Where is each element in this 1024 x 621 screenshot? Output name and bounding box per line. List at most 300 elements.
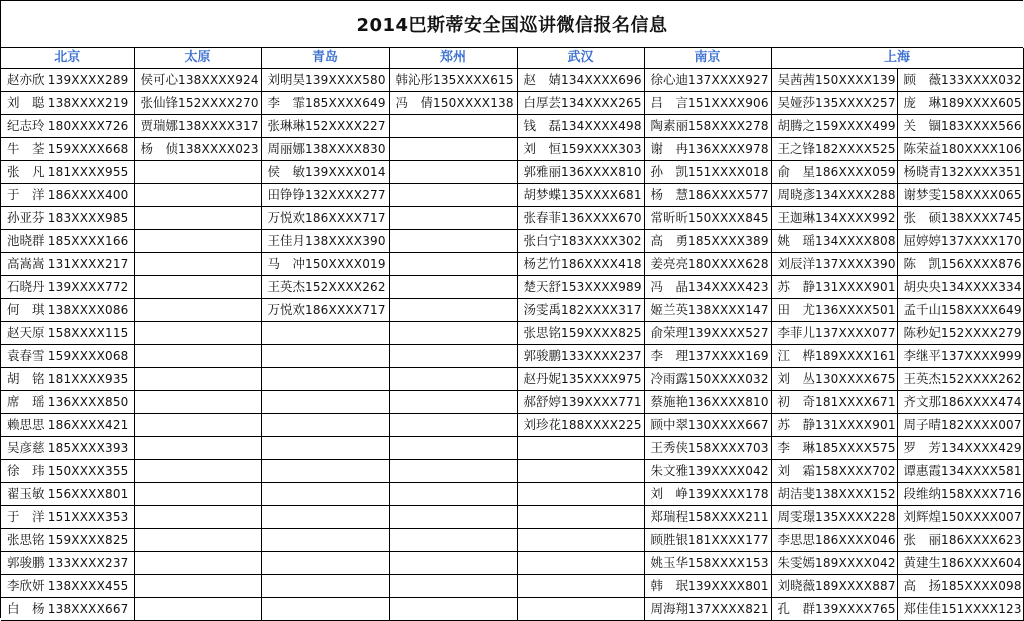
registrant-phone: 183XXXX302 (561, 234, 642, 248)
registrant-name: 张思铭 (523, 325, 562, 340)
registrant-entry (772, 115, 897, 137)
table-cell (389, 414, 517, 437)
registrant-phone: 185XXXX098 (941, 579, 1022, 593)
registrant-phone: 189XXXX605 (941, 96, 1022, 110)
registrant-phone: 135XXXX257 (815, 96, 896, 110)
table-cell (134, 161, 261, 184)
registrant-name: 齐文那 (903, 394, 942, 409)
table-row (1, 598, 1023, 621)
city-header-wuhan: 武汉 (517, 48, 644, 69)
registrant-entry (772, 437, 897, 459)
registrant-phone: 137XXXX927 (688, 73, 769, 87)
registrant-phone: 185XXXX649 (305, 96, 386, 110)
table-cell (897, 115, 1023, 138)
table-cell (771, 506, 897, 529)
registrant-name: 胡央央 (903, 279, 942, 294)
registrant-phone: 134XXXX498 (561, 119, 642, 133)
table-cell (1, 460, 134, 483)
table-cell (389, 92, 517, 115)
registrant-entry (1, 483, 134, 505)
registrant-name: 纪志玲 (7, 118, 45, 133)
table-row (1, 437, 1023, 460)
registrant-phone: 139XXXX580 (305, 73, 386, 87)
registrant-name: 孟千山 (903, 302, 942, 317)
registrant-name: 谢梦雯 (903, 187, 942, 202)
registrant-entry (518, 161, 644, 183)
registrant-entry (1, 253, 134, 275)
table-cell (389, 391, 517, 414)
registrant-entry (645, 69, 771, 91)
table-cell (644, 368, 771, 391)
registrant-phone: 134XXXX696 (561, 73, 642, 87)
registrant-phone: 151XXXX123 (941, 602, 1022, 616)
registrant-entry (1, 414, 134, 436)
registrant-entry (1, 437, 134, 459)
registrant-entry (898, 345, 1023, 367)
table-cell (261, 506, 389, 529)
registrant-entry (135, 115, 261, 137)
registrant-name: 刘 恒 (523, 141, 562, 156)
registrant-name: 郝舒婷 (523, 394, 562, 409)
registrant-name: 俞荣理 (650, 325, 689, 340)
registrant-phone: 132XXXX277 (305, 188, 386, 202)
registrant-name: 冷雨露 (650, 371, 689, 386)
registrant-name: 韩 珉 (650, 578, 689, 593)
registrant-name: 李 霏 (267, 95, 306, 110)
registrant-entry (518, 184, 644, 206)
registrant-entry (1, 276, 134, 298)
registrant-phone: 180XXXX106 (941, 142, 1022, 156)
table-row (1, 529, 1023, 552)
registrant-name: 庞 琳 (903, 95, 942, 110)
table-cell (517, 368, 644, 391)
table-cell (134, 391, 261, 414)
registrant-entry (898, 161, 1023, 183)
table-cell (517, 299, 644, 322)
registrant-name: 杨晓青 (903, 164, 942, 179)
registrant-entry (645, 184, 771, 206)
registrant-phone: 135XXXX228 (815, 510, 896, 524)
registrant-phone: 136XXXX810 (688, 395, 769, 409)
registrant-name: 刘晓薇 (777, 578, 816, 593)
registrant-entry (262, 115, 389, 137)
table-cell (389, 69, 517, 92)
registrant-entry (1, 575, 134, 597)
registrant-phone: 136XXXX670 (561, 211, 642, 225)
table-cell (517, 506, 644, 529)
registrant-entry (772, 391, 897, 413)
table-cell (771, 575, 897, 598)
registrant-name: 刘 丛 (777, 371, 816, 386)
registrant-name: 初 奇 (777, 394, 816, 409)
table-cell (517, 529, 644, 552)
registrant-name: 段维纳 (903, 486, 942, 501)
registrant-name: 姚 瑶 (777, 233, 816, 248)
table-cell (771, 529, 897, 552)
registrant-entry (645, 598, 771, 620)
registrant-name: 楚天舒 (523, 279, 562, 294)
registrant-phone: 181XXXX177 (688, 533, 769, 547)
registrant-entry (262, 138, 389, 160)
table-cell (897, 138, 1023, 161)
table-cell (134, 368, 261, 391)
registrant-name: 刘 峥 (650, 486, 689, 501)
registrant-entry (1, 598, 134, 620)
registrant-phone: 139XXXX765 (815, 602, 896, 616)
table-cell (517, 437, 644, 460)
registrant-phone: 137XXXX169 (688, 349, 769, 363)
table-row (1, 460, 1023, 483)
registrant-phone: 153XXXX989 (561, 280, 642, 294)
table-cell (644, 138, 771, 161)
registrant-phone: 152XXXX270 (178, 96, 259, 110)
registrant-phone: 130XXXX675 (815, 372, 896, 386)
registrant-name: 于 洋 (7, 509, 45, 524)
table-cell (771, 322, 897, 345)
registrant-entry (1, 92, 134, 114)
table-cell (897, 92, 1023, 115)
table-row (1, 552, 1023, 575)
registrant-name: 罗 芳 (903, 440, 942, 455)
table-cell (134, 69, 261, 92)
table-cell (389, 368, 517, 391)
table-cell (389, 598, 517, 621)
registrant-entry (645, 460, 771, 482)
registrant-entry (898, 506, 1023, 528)
registrant-entry (1, 230, 134, 252)
table-row (1, 207, 1023, 230)
registrant-phone: 137XXXX999 (941, 349, 1022, 363)
table-cell (897, 184, 1023, 207)
registrant-entry (898, 414, 1023, 436)
table-cell (897, 598, 1023, 621)
registrant-entry (135, 138, 261, 160)
registrant-phone: 180XXXX628 (688, 257, 769, 271)
registrant-name: 吴彦慈 (7, 440, 45, 455)
table-cell (389, 115, 517, 138)
table-cell (1, 276, 134, 299)
table-row (1, 276, 1023, 299)
registrant-phone: 134XXXX808 (815, 234, 896, 248)
registrant-entry (645, 437, 771, 459)
table-cell (771, 437, 897, 460)
registrant-name: 江 桦 (777, 348, 816, 363)
registrant-name: 万悦欢 (267, 210, 306, 225)
table-cell (517, 460, 644, 483)
registrant-name: 杨艺竹 (523, 256, 562, 271)
table-cell (1, 345, 134, 368)
registrant-phone: 135XXXX681 (561, 188, 642, 202)
registrant-entry (1, 322, 134, 344)
registrant-name: 谢 冉 (650, 141, 689, 156)
registrant-name: 徐 玮 (7, 463, 45, 478)
registrant-name: 孙 凯 (650, 164, 689, 179)
registrant-phone: 158XXXX115 (47, 326, 129, 340)
table-cell (1, 138, 134, 161)
registrant-entry (898, 575, 1023, 597)
registrant-name: 张 硕 (903, 210, 942, 225)
registrant-phone: 183XXXX566 (941, 119, 1022, 133)
table-row (1, 345, 1023, 368)
registrant-phone: 139XXXX014 (305, 165, 386, 179)
table-cell (134, 529, 261, 552)
registrant-name: 李欣妍 (7, 578, 45, 593)
registrant-name: 谭惠霞 (903, 463, 942, 478)
table-cell (897, 414, 1023, 437)
registrant-entry (518, 391, 644, 413)
table-cell (389, 483, 517, 506)
registrant-entry (390, 69, 517, 91)
table-cell (517, 184, 644, 207)
table-cell (261, 92, 389, 115)
registrant-name: 侯 敏 (267, 164, 306, 179)
table-cell (261, 529, 389, 552)
table-cell (389, 322, 517, 345)
table-cell (897, 368, 1023, 391)
table-cell (389, 506, 517, 529)
registrant-entry (645, 529, 771, 551)
registrant-entry (898, 184, 1023, 206)
table-cell (261, 69, 389, 92)
table-cell (1, 207, 134, 230)
registrant-name: 李思思 (777, 532, 816, 547)
registrant-name: 张仙锋 (140, 95, 179, 110)
registrant-phone: 159XXXX825 (561, 326, 642, 340)
registrant-name: 苏 静 (777, 417, 816, 432)
registrant-phone: 151XXXX906 (688, 96, 769, 110)
registrant-entry (135, 92, 261, 114)
registrant-entry (1, 552, 134, 574)
registrant-phone: 151XXXX018 (688, 165, 769, 179)
registrant-name: 陈 凯 (903, 256, 942, 271)
registrant-entry (645, 253, 771, 275)
table-cell (897, 437, 1023, 460)
table-cell (771, 69, 897, 92)
registrant-entry (645, 161, 771, 183)
table-cell (389, 575, 517, 598)
table-cell (1, 575, 134, 598)
table-cell (261, 138, 389, 161)
table-cell (1, 184, 134, 207)
registrant-name: 马 冲 (267, 256, 306, 271)
table-cell (517, 322, 644, 345)
registrant-name: 赵天原 (7, 325, 45, 340)
registrant-name: 于 洋 (7, 187, 45, 202)
registrant-name: 赵亦欣 (7, 72, 45, 87)
registrant-name: 王英杰 (903, 371, 942, 386)
registrant-phone: 186XXXX046 (815, 533, 896, 547)
registrant-phone: 150XXXX138 (433, 96, 514, 110)
table-cell (771, 299, 897, 322)
registrant-phone: 138XXXX219 (47, 96, 129, 110)
registrant-name: 刘明昊 (267, 72, 306, 87)
registrant-entry (390, 92, 517, 114)
table-cell (644, 437, 771, 460)
registrant-entry (898, 368, 1023, 390)
table-cell (644, 253, 771, 276)
sheet-title: 2014巴斯蒂安全国巡讲微信报名信息 (356, 15, 668, 36)
registrant-name: 吴娅莎 (777, 95, 816, 110)
table-cell (644, 230, 771, 253)
registrant-phone: 189XXXX161 (815, 349, 896, 363)
registrant-entry (1, 506, 134, 528)
table-cell (261, 299, 389, 322)
registrant-entry (645, 138, 771, 160)
table-cell (771, 414, 897, 437)
table-row (1, 115, 1023, 138)
registrant-phone: 183XXXX985 (47, 211, 129, 225)
registrant-name: 李菲儿 (777, 325, 816, 340)
registrant-entry (135, 69, 261, 91)
registrant-phone: 139XXXX289 (47, 73, 129, 87)
registrant-entry (518, 230, 644, 252)
registrant-phone: 139XXXX801 (688, 579, 769, 593)
table-cell (1, 414, 134, 437)
registrant-entry (645, 345, 771, 367)
registrant-phone: 186XXXX474 (941, 395, 1022, 409)
table-cell (261, 253, 389, 276)
registrant-phone: 138XXXX830 (305, 142, 386, 156)
table-cell (389, 437, 517, 460)
registrant-phone: 137XXXX390 (815, 257, 896, 271)
registrant-entry (518, 414, 644, 436)
table-cell (261, 460, 389, 483)
registrant-phone: 134XXXX334 (941, 280, 1022, 294)
table-cell (1, 69, 134, 92)
registrant-phone: 186XXXX604 (941, 556, 1022, 570)
registrant-phone: 134XXXX288 (815, 188, 896, 202)
table-cell (897, 391, 1023, 414)
table-cell (897, 299, 1023, 322)
table-cell (771, 391, 897, 414)
registrant-phone: 150XXXX845 (688, 211, 769, 225)
registrant-phone: 136XXXX501 (815, 303, 896, 317)
registrant-entry (772, 483, 897, 505)
registrant-phone: 182XXXX317 (561, 303, 642, 317)
registrant-phone: 158XXXX278 (688, 119, 769, 133)
registrant-name: 冯 倩 (395, 95, 434, 110)
table-cell (771, 276, 897, 299)
table-cell (897, 322, 1023, 345)
registrant-entry (772, 575, 897, 597)
registrant-name: 张春菲 (523, 210, 562, 225)
registrant-entry (772, 138, 897, 160)
registrant-name: 席 瑶 (7, 394, 45, 409)
table-cell (134, 552, 261, 575)
registrant-entry (772, 598, 897, 620)
registrant-entry (898, 552, 1023, 574)
table-cell (1, 161, 134, 184)
registrant-entry (772, 253, 897, 275)
registrant-phone: 159XXXX825 (47, 533, 129, 547)
registrant-entry (772, 184, 897, 206)
table-cell (644, 552, 771, 575)
table-cell (134, 92, 261, 115)
table-cell (517, 161, 644, 184)
registrant-name: 万悦欢 (267, 302, 306, 317)
registrant-name: 张琳琳 (267, 118, 306, 133)
table-cell (517, 138, 644, 161)
registrant-entry (898, 115, 1023, 137)
registrant-entry (518, 276, 644, 298)
registrant-entry (262, 92, 389, 114)
registrant-entry (262, 253, 389, 275)
registrant-name: 王英杰 (267, 279, 306, 294)
table-cell (517, 391, 644, 414)
table-cell (644, 115, 771, 138)
registrant-entry (772, 92, 897, 114)
registrant-entry (645, 115, 771, 137)
table-row (1, 391, 1023, 414)
table-cell (771, 598, 897, 621)
registrant-entry (898, 299, 1023, 321)
registrant-name: 蔡施艳 (650, 394, 689, 409)
table-cell (897, 253, 1023, 276)
registrant-entry (772, 230, 897, 252)
table-cell (517, 552, 644, 575)
registrant-name: 周海翔 (650, 601, 689, 616)
registrant-entry (645, 414, 771, 436)
table-cell (644, 161, 771, 184)
registrant-name: 胡腾之 (777, 118, 816, 133)
registrant-entry (772, 69, 897, 91)
registrant-entry (772, 276, 897, 298)
registrant-phone: 134XXXX429 (941, 441, 1022, 455)
table-cell (897, 552, 1023, 575)
registrant-phone: 186XXXX059 (815, 165, 896, 179)
registrant-name: 周丽娜 (267, 141, 306, 156)
table-cell (134, 414, 261, 437)
registrant-name: 白厚芸 (523, 95, 562, 110)
registrant-entry (898, 230, 1023, 252)
registrant-name: 张 凡 (7, 164, 45, 179)
registrant-phone: 152XXXX262 (941, 372, 1022, 386)
table-row (1, 299, 1023, 322)
table-cell (771, 115, 897, 138)
registrant-entry (518, 322, 644, 344)
registrant-entry (1, 368, 134, 390)
registrant-name: 徐心迪 (650, 72, 689, 87)
registrant-entry (1, 460, 134, 482)
registrant-phone: 139XXXX527 (688, 326, 769, 340)
registrant-phone: 136XXXX850 (47, 395, 129, 409)
registrant-phone: 186XXXX421 (47, 418, 129, 432)
registrant-entry (772, 506, 897, 528)
table-row (1, 69, 1023, 92)
table-cell (771, 483, 897, 506)
registrant-phone: 151XXXX353 (47, 510, 129, 524)
registrant-name: 王迦琳 (777, 210, 816, 225)
registrant-entry (772, 552, 897, 574)
table-cell (134, 115, 261, 138)
registrant-phone: 134XXXX423 (688, 280, 769, 294)
registrant-entry (772, 322, 897, 344)
registrant-entry (518, 253, 644, 275)
registrant-phone: 138XXXX152 (815, 487, 896, 501)
table-cell (897, 207, 1023, 230)
table-cell (771, 207, 897, 230)
table-cell (517, 253, 644, 276)
registrant-name: 郑瑞程 (650, 509, 689, 524)
registrant-phone: 159XXXX303 (561, 142, 642, 156)
registrant-phone: 139XXXX042 (688, 464, 769, 478)
registrant-phone: 185XXXX389 (688, 234, 769, 248)
table-cell (134, 460, 261, 483)
registrant-phone: 158XXXX211 (688, 510, 769, 524)
registrant-entry (1, 391, 134, 413)
table-cell (897, 575, 1023, 598)
registrant-phone: 138XXXX745 (941, 211, 1022, 225)
